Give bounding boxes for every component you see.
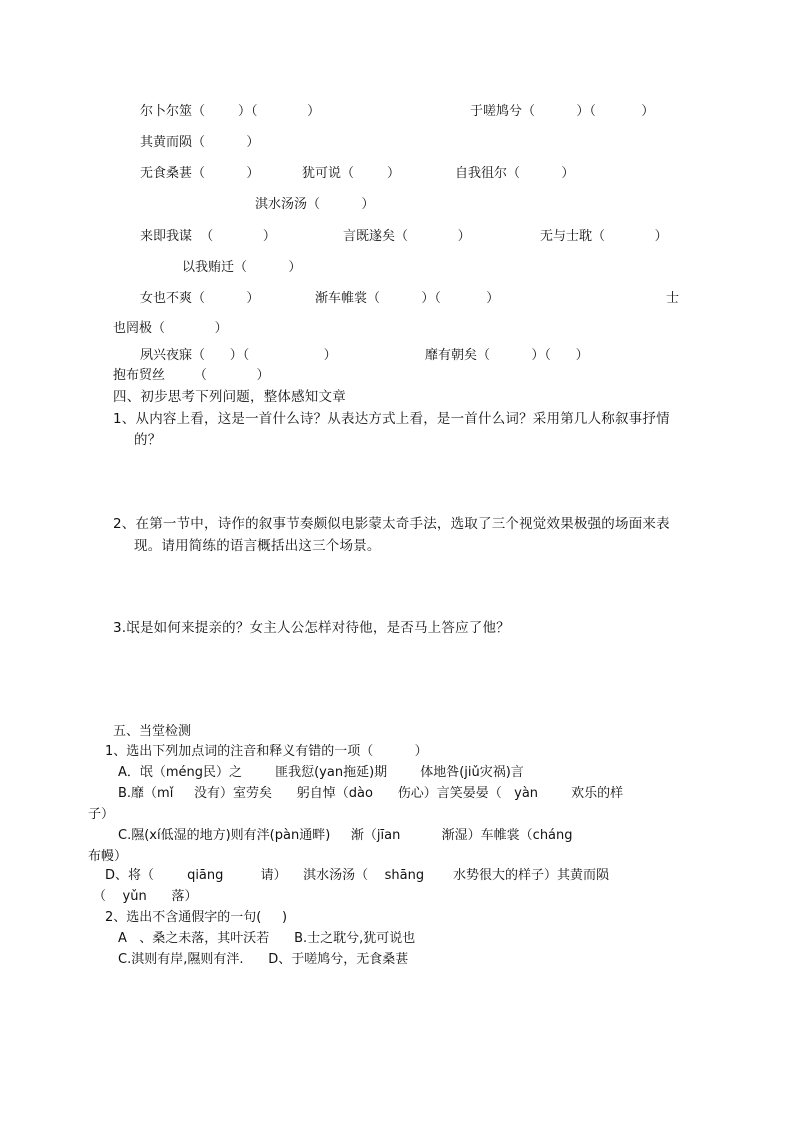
option-d: D、将（ qiāng 请） 淇水汤汤（ shāng 水势很大的样子）其黄而陨 bbox=[105, 868, 610, 883]
option-cd: C.淇则有岸,隰则有泮. D、于嗟鸠兮，无食桑葚 bbox=[118, 952, 409, 967]
option-b: 子） bbox=[88, 807, 115, 822]
vocab-item: 淇水汤汤（ ） bbox=[255, 197, 375, 212]
option-d: （ yǔn 落） bbox=[93, 889, 198, 904]
option-ab: A 、桑之未落，其叶沃若 B.士之耽兮,犹可说也 bbox=[118, 931, 416, 946]
vocab-item: 以我贿迁（ ） bbox=[182, 260, 302, 275]
vocab-item: 抱布贸丝 （ ） bbox=[113, 368, 270, 383]
vocab-item: 渐车帷裳（ ）（ ） bbox=[315, 291, 500, 306]
vocab-item: 女也不爽（ ） bbox=[140, 291, 260, 306]
vocab-item: 也罔极（ ） bbox=[113, 321, 228, 336]
question-text: 3.氓是如何来提亲的？女主人公怎样对待他，是否马上答应了他？ bbox=[113, 620, 510, 636]
vocab-item: 尔卜尔筮（ ）（ ） bbox=[140, 104, 321, 119]
vocab-item: 犹可说（ ） bbox=[302, 166, 401, 181]
question-text: 1、从内容上看，这是一首什么诗？从表达方式上看，是一首什么词？采用第几人称叙事抒情 bbox=[113, 411, 670, 427]
option-b: B.靡（mǐ 没有）室劳矣 躬自悼（dào 伤心）言笑晏晏（ yàn 欢乐的样 bbox=[118, 786, 624, 801]
vocab-item: 言既遂矣（ ） bbox=[343, 229, 471, 244]
option-a: A．氓（méng民）之 匪我愆(yan拖延)期 体地咎(jiǔ灾祸)言 bbox=[118, 765, 524, 780]
section-heading: 五、当堂检测 bbox=[113, 724, 192, 739]
vocab-item: 来即我谋 （ ） bbox=[140, 229, 276, 244]
option-c: 布幔） bbox=[88, 849, 128, 864]
section-heading: 四、初步思考下列问题，整体感知文章 bbox=[113, 389, 346, 405]
vocab-item: 夙兴夜寐（ ）（ ） bbox=[140, 348, 337, 363]
question-text: 的？ bbox=[134, 432, 162, 448]
vocab-item: 靡有朝矣（ ）（ ） bbox=[425, 348, 589, 363]
vocab-item: 其黄而陨（ ） bbox=[140, 135, 260, 150]
vocab-item: 于嗟鸠兮（ ）（ ） bbox=[470, 104, 655, 119]
option-c: C.隰(xí低湿的地方)则有泮(pàn通畔) 渐（jīan 渐湿）车帷裳（cháng bbox=[118, 828, 573, 843]
question-text: 1、选出下列加点词的注音和释义有错的一项（ ） bbox=[105, 744, 428, 759]
vocab-item: 无与士耽（ ） bbox=[540, 229, 668, 244]
vocab-item: 自我徂尔（ ） bbox=[455, 166, 575, 181]
question-text: 2、选出不含通假字的一句( ) bbox=[105, 910, 288, 925]
vocab-item: 无食桑葚（ ） bbox=[140, 166, 260, 181]
question-text: 现。请用简练的语言概括出这三个场景。 bbox=[134, 538, 381, 554]
question-text: 2、在第一节中，诗作的叙事节奏颇似电影蒙太奇手法，选取了三个视觉效果极强的场面来表 bbox=[113, 516, 670, 532]
vocab-item: 士 bbox=[666, 291, 680, 306]
